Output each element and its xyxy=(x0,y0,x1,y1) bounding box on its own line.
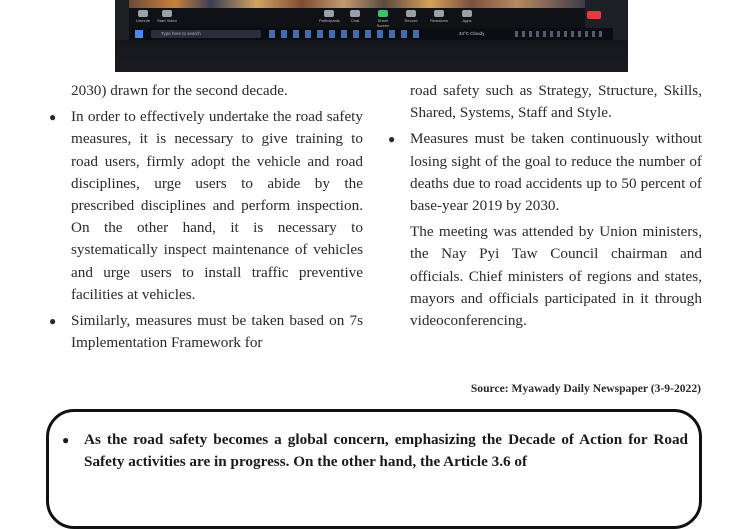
share-screen-icon xyxy=(378,10,388,17)
source-credit: Source: Myawady Daily Newspaper (3-9-2022) xyxy=(470,382,701,395)
share-screen-button[interactable]: Share Screen xyxy=(373,10,393,24)
bullet-icon: ● xyxy=(49,110,57,125)
reactions-button[interactable]: Reactions xyxy=(429,10,449,24)
left-column xyxy=(47,80,363,354)
participants-button[interactable]: Participants xyxy=(319,10,339,24)
meeting-paragraph: The meeting was attended by Union ministers, the Nay Pyi Taw Council chairman and officials. Chief ministers of regions and states, mayors and officials participated in it through videoconferencing. xyxy=(410,223,702,330)
weather-widget[interactable]: 34°C Cloudy xyxy=(459,31,485,36)
unmute-button[interactable]: Unmute xyxy=(133,10,153,24)
apps-button[interactable]: Apps xyxy=(457,10,477,24)
chat-button[interactable]: Chat xyxy=(345,10,365,24)
system-tray[interactable] xyxy=(515,31,605,37)
windows-start-icon[interactable] xyxy=(135,30,143,38)
right-continuation: road safety such as Strategy, Structure, Skills, Shared, Systems, Staff and Style. xyxy=(410,82,702,122)
monitor-bezel xyxy=(115,40,628,72)
apps-icon xyxy=(462,10,472,17)
list-item: ● Measures must be taken continuously without losing sight of the goal to reduce the number of deaths due to road accidents up to 50 percent of base-year 2019 by 2030. xyxy=(388,130,702,215)
chat-icon xyxy=(350,10,360,17)
list-item: ● Similarly, measures must be taken based on 7s Implementation Framework for xyxy=(49,312,363,352)
list-item: ● In order to effectively undertake the road safety measures, it is necessary to give training to road users, firmly adopt the vehicle and road disciplines, urge users to abide by the prescribed disciplines and perform inspection. On the other hand, it is necessary to systematically inspect maintenance of vehicles and urge users to install traffic preventive facilities at vehicles. xyxy=(49,108,363,303)
zoom-toolbar xyxy=(129,8,585,28)
end-meeting-button[interactable] xyxy=(587,11,601,19)
start-video-button[interactable]: Start Video xyxy=(157,10,177,24)
right-column xyxy=(386,80,702,332)
left-continuation: 2030) drawn for the second decade. xyxy=(71,82,288,99)
list-item: ● As the road safety becomes a global concern, emphasizing the Decade of Action for Road Safety activities are in progress. On the other hand, the Article 3.6 of xyxy=(62,431,688,470)
bullet-icon: ● xyxy=(49,314,57,329)
participant-thumbnails xyxy=(129,0,585,8)
bullet-icon: ● xyxy=(62,433,70,447)
record-button[interactable]: Record xyxy=(401,10,421,24)
bullet-icon: ● xyxy=(388,132,396,147)
microphone-icon xyxy=(138,10,148,17)
record-icon xyxy=(406,10,416,17)
taskbar-pinned-apps[interactable] xyxy=(269,30,419,38)
highlight-box-text xyxy=(60,429,688,473)
camera-icon xyxy=(162,10,172,17)
smiley-icon xyxy=(434,10,444,17)
meeting-photo xyxy=(115,0,628,72)
participants-icon xyxy=(324,10,334,17)
taskbar-search-input[interactable]: Type here to search xyxy=(151,30,261,38)
windows-taskbar xyxy=(129,28,613,40)
